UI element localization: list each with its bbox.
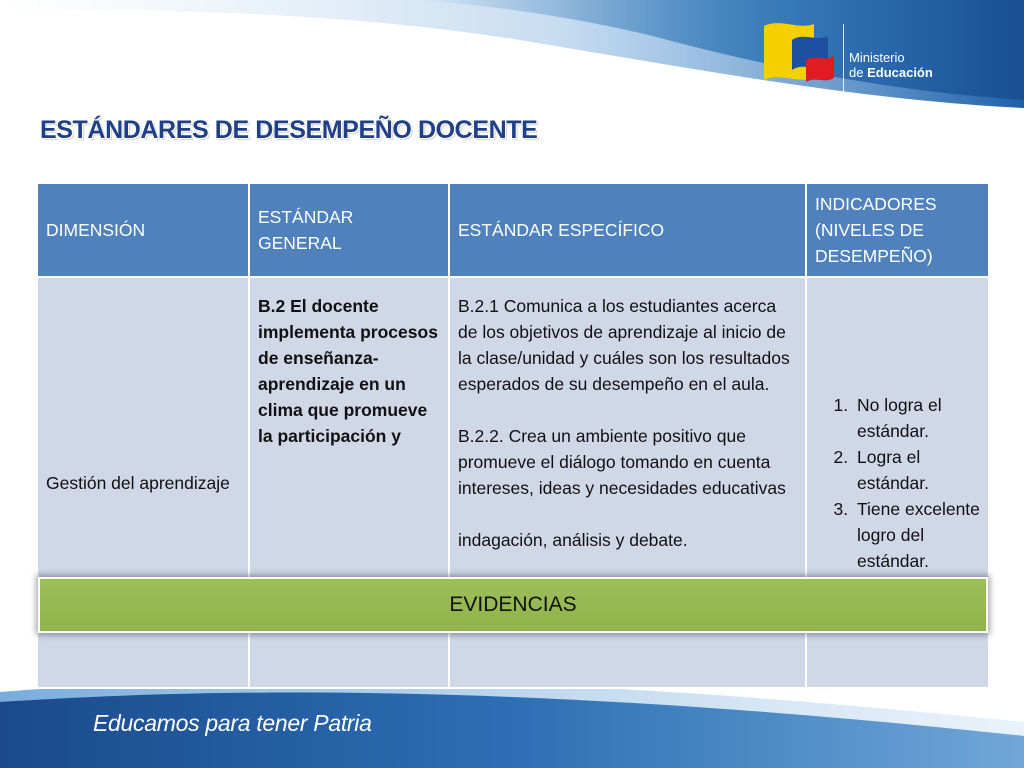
indicator-item: 3. Tiene excelente logro del estándar.: [853, 496, 980, 574]
logo-divider: [843, 24, 844, 94]
evidence-banner: EVIDENCIAS: [38, 577, 988, 633]
general-standard-text: B.2 El docente implementa procesos de enseñanza-aprendizaje en un clima que promueve la participación y: [258, 295, 438, 446]
ministry-line1: Ministerio: [849, 50, 905, 65]
page-title: ESTÁNDARES DE DESEMPEÑO DOCENTE: [40, 116, 538, 144]
cell-dimension: Gestión del aprendizaje: [37, 277, 249, 688]
specific-standard-b21: B.2.1 Comunica a los estudiantes acerca de los objetivos de aprendizaje al inicio de la clase/unidad y cuáles son los resultados esperados de su desempeño en el aula.: [458, 295, 790, 394]
header-general-standard: ESTÁNDAR GENERAL: [249, 183, 449, 277]
flag-logo-icon: [762, 20, 836, 82]
ministry-name: [849, 50, 933, 80]
ministry-logo: [762, 20, 962, 90]
specific-standard-b22: B.2.2. Crea un ambiente positivo que promueve el diálogo tomando en cuenta intereses, ideas y necesidades educativas: [458, 425, 786, 498]
header-indicators: INDICADORES (NIVELES DE DESEMPEÑO): [806, 183, 989, 277]
table-header-row: [37, 183, 989, 277]
indicators-list: [815, 392, 980, 574]
header-dimension: DIMENSIÓN: [37, 183, 249, 277]
ministry-line2-prefix: de: [849, 65, 868, 80]
ministry-line2-bold: Educación: [867, 65, 933, 80]
indicator-item: 1. No logra el estándar.: [853, 392, 980, 444]
specific-standard-tail: indagación, análisis y debate.: [458, 529, 688, 550]
slogan: Educamos para tener Patria: [93, 710, 372, 736]
indicator-item: 2. Logra el estándar.: [853, 444, 980, 496]
header-specific-standard: ESTÁNDAR ESPECÍFICO: [449, 183, 806, 277]
